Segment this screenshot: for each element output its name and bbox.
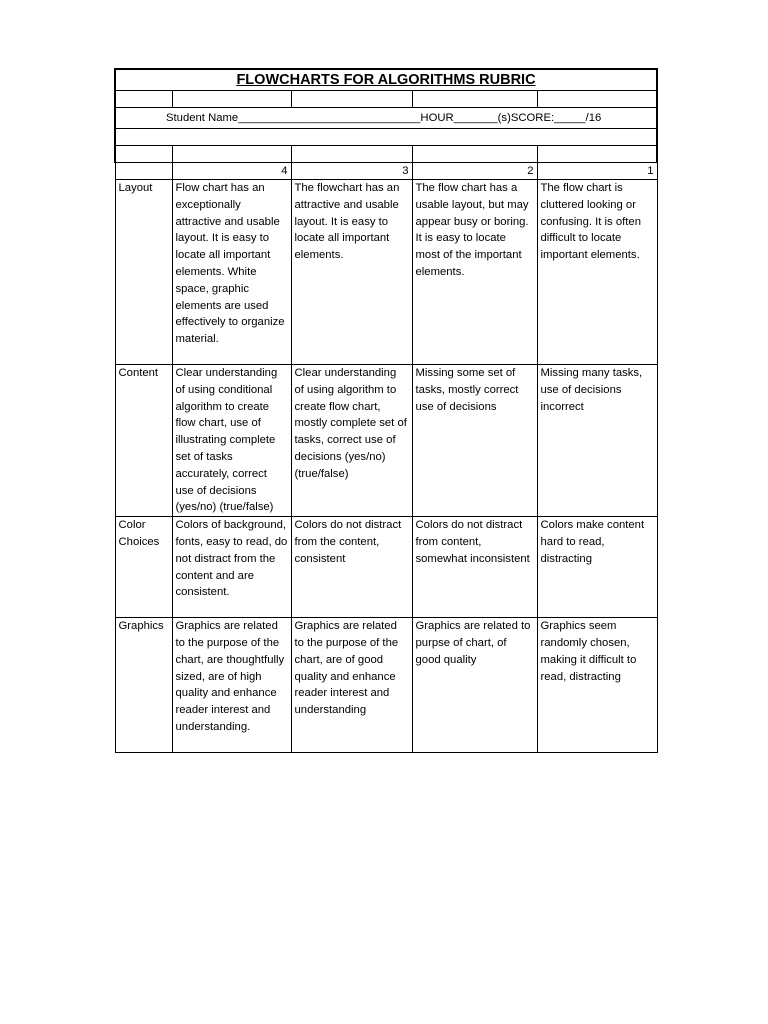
blank-row-2 [115, 146, 657, 163]
rubric-title: FLOWCHARTS FOR ALGORITHMS RUBRIC [236, 72, 536, 88]
criterion-cell-4: Flow chart has an exceptionally attractive and usable layout. It is easy to locate all important elements. White space, graphic elements are used effectively to organize material. [172, 180, 291, 365]
criterion-cell-1: Colors make content hard to read, distracting [537, 517, 657, 618]
score-header-3: 3 [291, 163, 412, 180]
score-header-4: 4 [172, 163, 291, 180]
rubric-title-cell [115, 69, 657, 91]
criterion-cell-3: Graphics are related to the purpose of the chart, are of good quality and enhance reader interest and understanding [291, 618, 412, 753]
criterion-cell-3: Clear understanding of using algorithm to create flow chart, mostly complete set of tasks, correct use of decisions (yes/no) (true/false) [291, 365, 412, 517]
criterion-row-layout [115, 180, 657, 365]
criterion-label: Color Choices [115, 517, 172, 618]
criterion-label: Layout [115, 180, 172, 365]
score-header-1: 1 [537, 163, 657, 180]
rubric-table [114, 68, 658, 753]
score-header-row [115, 163, 657, 180]
criterion-cell-1: Missing many tasks, use of decisions incorrect [537, 365, 657, 517]
criterion-row-color-choices [115, 517, 657, 618]
student-info-row [115, 108, 657, 129]
criterion-cell-1: The flow chart is cluttered looking or confusing. It is often difficult to locate important elements. [537, 180, 657, 365]
criterion-cell-3: Colors do not distract from the content, consistent [291, 517, 412, 618]
criterion-cell-2: Graphics are related to purpse of chart, of good quality [412, 618, 537, 753]
criterion-label: Content [115, 365, 172, 517]
title-row [115, 69, 657, 91]
criterion-cell-4: Clear understanding of using conditional algorithm to create flow chart, use of illustrating complete set of tasks accurately, correct use of decisions (yes/no) (true/false) [172, 365, 291, 517]
blank-row-top [115, 91, 657, 108]
blank-row-1 [115, 129, 657, 146]
criterion-cell-2: The flow chart has a usable layout, but may appear busy or boring. It is easy to locate most of the important elements. [412, 180, 537, 365]
criterion-cell-1: Graphics seem randomly chosen, making it difficult to read, distracting [537, 618, 657, 753]
student-info-line: Student Name_____________________________HOUR_______(s)SCORE:_____/16 [166, 112, 602, 124]
criterion-label: Graphics [115, 618, 172, 753]
score-header-blank [115, 163, 172, 180]
criterion-row-content [115, 365, 657, 517]
criterion-cell-2: Missing some set of tasks, mostly correct use of decisions [412, 365, 537, 517]
criterion-cell-4: Colors of background, fonts, easy to read, do not distract from the content and are consistent. [172, 517, 291, 618]
criterion-row-graphics [115, 618, 657, 753]
score-header-2: 2 [412, 163, 537, 180]
criterion-cell-4: Graphics are related to the purpose of the chart, are thoughtfully sized, are of high quality and enhance reader interest and understanding. [172, 618, 291, 753]
criterion-cell-2: Colors do not distract from content, somewhat inconsistent [412, 517, 537, 618]
criterion-cell-3: The flowchart has an attractive and usable layout. It is easy to locate all important elements. [291, 180, 412, 365]
